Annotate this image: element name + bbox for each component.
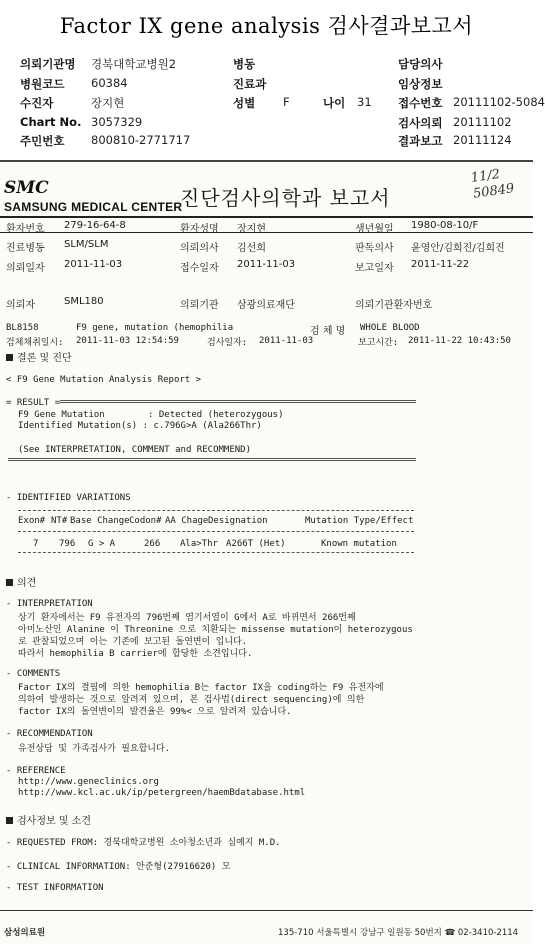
double-rule [60,400,416,403]
field-label: 의뢰의사 [180,243,219,254]
summary-value: F [283,95,290,109]
footer-hospital: 삼성의료원 [4,928,46,938]
section-title: 검사정보 및 소견 [17,816,91,827]
section-opinion [6,574,36,589]
dashed-rule [18,531,414,532]
report-time-label: 보고시간: [358,338,399,348]
double-rule [8,458,416,461]
field-value: 1980-08-10/F [411,220,479,231]
field-label: 의뢰기관 [180,300,219,311]
field-label: 판독의사 [355,243,394,254]
footer-address: 135-710 서울특별시 강남구 일원동 50번지 ☎ 02-3410-2114 [278,928,519,938]
field-value: SML180 [64,296,104,307]
requested-from: - REQUESTED FROM: 경북대학교병원 소아청소년과 심예지 M.D. [6,838,281,848]
table-cell: Ala>Thr [180,539,218,549]
field-label: 환자성명 [180,224,219,235]
table-header: NT# [51,516,68,526]
summary-label: 병원코드 [20,77,65,91]
handwritten-note: 11/2 50849 [469,166,516,202]
section-title: 의견 [17,578,37,589]
square-bullet-icon [6,579,13,586]
summary-value: 3057329 [91,115,143,129]
summary-label: 의뢰기관명 [20,57,76,71]
summary-row [0,56,533,74]
summary-label: 주민번호 [20,134,65,148]
specimen-label: 검 체 명 [310,326,346,337]
table-header: Designation [208,516,268,526]
recommendation-header: - RECOMMENDATION [6,729,93,739]
summary-value: 20111102-5084 [453,95,545,109]
summary-row [0,133,533,151]
summary-label: 담당의사 [398,57,443,71]
comments-header: - COMMENTS [6,669,61,679]
summary-label: 병동 [233,57,256,71]
section-title: 결론 및 진단 [17,353,72,364]
test-date-label: 검사일자: [207,338,248,348]
page-title: Factor IX gene analysis 검사결과보고서 [59,14,474,38]
table-header: Exon# [18,516,46,526]
field-label: 접수일자 [180,263,219,274]
lab-report [0,160,533,944]
reference-link: http://www.geneclinics.org [18,777,159,787]
field-value: 삼광의료재단 [237,300,295,311]
dashed-rule [18,510,414,511]
field-label: 의뢰일자 [6,263,45,274]
field-label: 보고일자 [355,263,394,274]
table-cell: 7 [33,539,39,549]
table-cell: Known mutation [321,539,397,549]
field-label: 환자번호 [6,224,45,235]
dashed-rule [18,552,414,553]
hospital-name: SAMSUNG MEDICAL CENTER [4,200,183,214]
summary-label: Chart No. [20,115,82,129]
summary-value: 20111102 [453,115,512,129]
field-label: 진료병동 [6,243,45,254]
table-header: Base Change [70,516,130,526]
table-header: Codon# [129,516,162,526]
comments-line: 의하여 발생하는 것으로 알려져 있으며, 본 검사법(direct sequencing)에 의한 [18,695,365,705]
reference-header: - REFERENCE [6,766,66,776]
test-date-value: 2011-11-03 [259,336,314,346]
report-name: < F9 Gene Mutation Analysis Report > [6,375,202,385]
summary-label: 임상정보 [398,77,443,91]
result-line: F9 Gene Mutation : Detected (heterozygous) [18,410,284,420]
collection-label: 검체채취일시: [6,338,64,348]
summary-header [0,0,545,160]
result-header: = RESULT = [6,398,61,408]
summary-label: 성별 [233,96,256,110]
summary-label: 나이 [323,96,346,110]
clinical-information: - CLINICAL INFORMATION: 안준형(27916620) 모 [6,862,231,872]
table-cell: A266T (Het) [226,539,286,549]
summary-value: 800810-2771717 [91,133,191,147]
field-value: 2011-11-03 [237,259,296,270]
smc-logo: SMC [4,178,49,198]
summary-value: 장지현 [91,96,125,110]
field-label: 의뢰자 [6,300,35,311]
summary-value: 20111124 [453,133,512,147]
interpretation-line: 상기 환자에서는 F9 유전자의 796번째 염기서열이 G에서 A로 바뀌면서 266번째 [18,613,356,623]
table-cell: 796 [59,539,76,549]
square-bullet-icon [6,354,13,361]
divider [0,216,533,218]
table-cell: G > A [88,539,116,549]
see-note: (See INTERPRETATION, COMMENT and RECOMMEND) [18,445,251,455]
table-header: Mutation Type/Effect [305,516,414,526]
reference-link: http://www.kcl.ac.uk/ip/petergreen/haemBdatabase.html [18,788,306,798]
specimen-value: WHOLE BLOOD [360,323,420,333]
table-header: AA Chage [165,516,209,526]
report-time-value: 2011-11-22 10:43:50 [408,336,511,346]
result-line: Identified Mutation(s) : c.796G>A (Ala266Thr) [18,421,262,431]
summary-value: 60384 [91,76,128,90]
section-test-info [6,812,91,827]
summary-label: 결과보고 [398,134,443,148]
interpretation-line: 따라서 hemophilia B carrier에 합당한 소견입니다. [18,649,253,659]
test-information: - TEST INFORMATION [6,883,104,893]
report-footer [0,910,533,946]
recommendation-line: 유전상담 및 가족검사가 필요합니다. [18,744,171,754]
summary-label: 접수번호 [398,96,443,110]
test-name: F9 gene, mutation (hemophilia [76,323,234,333]
summary-value: 31 [357,95,372,109]
field-label: 생년월일 [355,224,394,235]
field-value: 2011-11-22 [411,259,470,270]
test-code: BL8158 [6,323,39,333]
square-bullet-icon [6,817,13,824]
summary-row [0,95,545,113]
summary-label: 수진자 [20,96,54,110]
field-label: 의뢰기관환자번호 [355,300,433,311]
field-value: 장지현 [237,224,266,235]
section-conclusion [6,349,72,364]
divider [0,232,533,233]
field-value: 윤영안/김희진/김희진 [411,243,505,254]
summary-row [0,76,533,94]
interpretation-line: 아미노산인 Alanine 이 Threonine 으로 치환되는 missense mutation이 heterozygous [18,625,413,635]
table-cell: 266 [144,539,161,549]
report-title: 진단검사의학과 보고서 [180,186,391,210]
summary-row [0,115,533,133]
field-value: 2011-11-03 [64,259,123,270]
interpretation-header: - INTERPRETATION [6,599,93,609]
field-value: 김선희 [237,243,266,254]
comments-line: factor IX의 돌연변이의 발견율은 99%< 으로 알려져 있습니다. [18,707,292,717]
field-value: SLM/SLM [64,239,109,250]
summary-value: 경북대학교병원2 [91,57,177,71]
comments-line: Factor IX의 결핍에 의한 hemophilia B는 factor IX을 coding하는 F9 유전자에 [18,683,384,693]
field-value: 279-16-64-8 [64,220,126,231]
summary-label: 진료과 [233,77,267,91]
collection-value: 2011-11-03 12:54:59 [76,336,179,346]
summary-label: 검사의뢰 [398,116,443,130]
interpretation-line: 로 관찰되었으며 이는 기존에 보고된 돌연변이 입니다. [18,637,248,647]
variations-header: - IDENTIFIED VARIATIONS [6,493,131,503]
